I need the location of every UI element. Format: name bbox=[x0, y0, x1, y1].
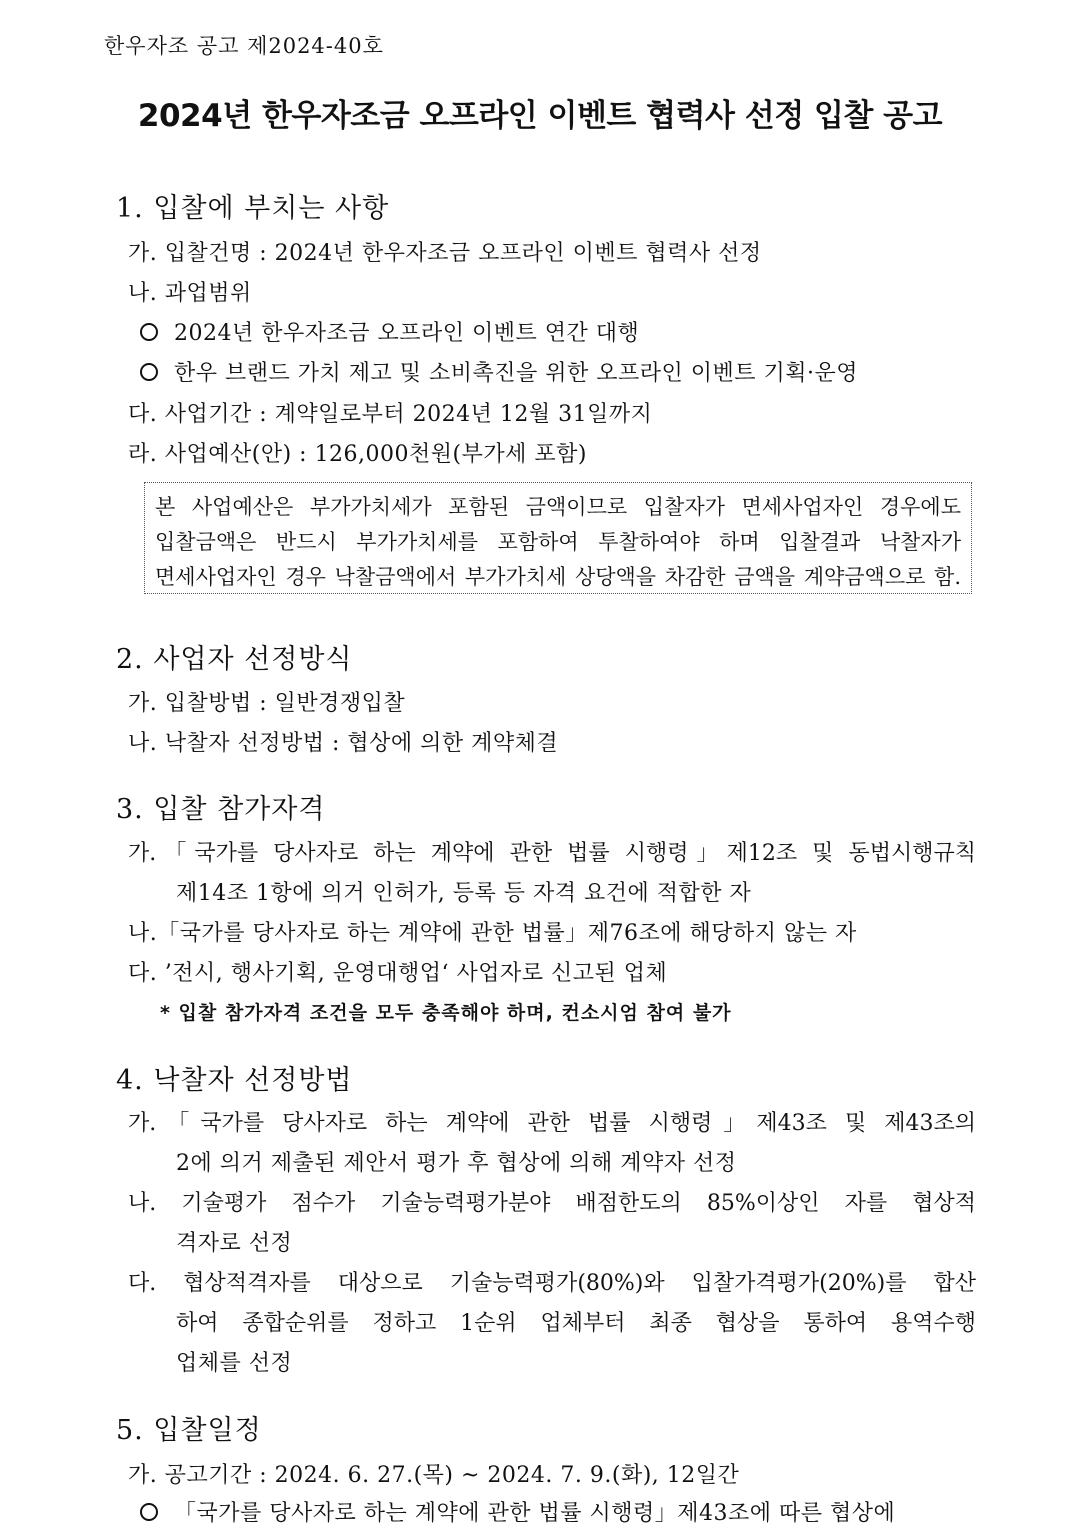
budget-note-line-2: 입찰금액은 반드시 부가가치세를 포함하여 투찰하여야 하며 입찰결과 낙찰자가 bbox=[155, 530, 961, 554]
scope-bullet-1 bbox=[140, 316, 639, 347]
section-2-heading: 2. 사업자 선정방식 bbox=[116, 644, 353, 675]
scope-bullet-1-text: 2024년 한우자조금 오프라인 이벤트 연간 대행 bbox=[174, 321, 640, 346]
section-5-bullet-1 bbox=[140, 1496, 895, 1527]
section-3-item-ga-line-2: 제14조 1항에 의거 인허가, 등록 등 자격 요건에 적합한 자 bbox=[176, 881, 752, 906]
section-3-heading: 3. 입찰 참가자격 bbox=[116, 794, 326, 825]
document-title: 2024년 한우자조금 오프라인 이벤트 협력사 선정 입찰 공고 bbox=[137, 98, 943, 134]
section-1-item-ga: 가. 입찰건명 : 2024년 한우자조금 오프라인 이벤트 협력사 선정 bbox=[128, 241, 762, 266]
participation-warning: * 입찰 참가자격 조건을 모두 충족해야 하며, 컨소시엄 참여 불가 bbox=[160, 1002, 732, 1024]
section-5-heading: 5. 입찰일정 bbox=[116, 1415, 262, 1446]
section-4-heading: 4. 낙찰자 선정방법 bbox=[116, 1065, 353, 1096]
section-4-item-ga-line-2: 2에 의거 제출된 제안서 평가 후 협상에 의해 계약자 선정 bbox=[176, 1151, 737, 1176]
section-4-item-da-line-2: 하여 종합순위를 정하고 1순위 업체부터 최종 협상을 통하여 용역수행 bbox=[176, 1311, 976, 1336]
budget-note-box bbox=[144, 482, 972, 594]
section-5-item-ga: 가. 공고기간 : 2024. 6. 27.(목) ~ 2024. 7. 9.(화), 12일간 bbox=[128, 1463, 740, 1488]
section-4-item-na-line-1: 나. 기술평가 점수가 기술능력평가분야 배점한도의 85%이상인 자를 협상적 bbox=[128, 1191, 976, 1216]
section-1-heading: 1. 입찰에 부치는 사항 bbox=[116, 193, 390, 224]
section-2-item-ga: 가. 입찰방법 : 일반경쟁입찰 bbox=[128, 691, 406, 716]
circle-bullet-icon bbox=[140, 1503, 158, 1521]
section-5-bullet-1-text: 「국가를 당사자로 하는 계약에 관한 법률 시행령」제43조에 따른 협상에 bbox=[174, 1501, 896, 1526]
section-3-item-na: 나.「국가를 당사자로 하는 계약에 관한 법률」제76조에 해당하지 않는 자 bbox=[128, 921, 857, 946]
section-1-item-da: 다. 사업기간 : 계약일로부터 2024년 12월 31일까지 bbox=[128, 402, 653, 427]
section-4-item-da-line-1: 다. 협상적격자를 대상으로 기술능력평가(80%)와 입찰가격평가(20%)를 합산 bbox=[128, 1271, 976, 1296]
section-4-item-ga-line-1: 가.「국가를 당사자로 하는 계약에 관한 법률 시행령」제43조 및 제43조의 bbox=[128, 1111, 976, 1136]
notice-number: 한우자조 공고 제2024-40호 bbox=[104, 34, 384, 58]
scope-bullet-2 bbox=[140, 356, 858, 387]
circle-bullet-icon bbox=[140, 363, 158, 381]
section-1-item-ra: 라. 사업예산(안) : 126,000천원(부가세 포함) bbox=[128, 442, 587, 467]
section-3-item-da: 다. ’전시, 행사기획, 운영대행업‘ 사업자로 신고된 업체 bbox=[128, 961, 668, 986]
scope-bullet-2-text: 한우 브랜드 가치 제고 및 소비촉진을 위한 오프라인 이벤트 기획·운영 bbox=[174, 361, 858, 386]
budget-note-line-1: 본 사업예산은 부가가치세가 포함된 금액이므로 입찰자가 면세사업자인 경우에도 bbox=[155, 495, 961, 519]
section-4-item-da-line-3: 업체를 선정 bbox=[176, 1351, 293, 1376]
circle-bullet-icon bbox=[140, 323, 158, 341]
budget-note-line-3: 면세사업자인 경우 낙찰금액에서 부가가치세 상당액을 차감한 금액을 계약금액으로 함. bbox=[155, 565, 961, 589]
section-2-item-na: 나. 낙찰자 선정방법 : 협상에 의한 계약체결 bbox=[128, 731, 559, 756]
section-3-item-ga-line-1: 가.「국가를 당사자로 하는 계약에 관한 법률 시행령」제12조 및 동법시행규칙 bbox=[128, 841, 976, 866]
section-4-item-na-line-2: 격자로 선정 bbox=[176, 1231, 293, 1256]
section-1-item-na: 나. 과업범위 bbox=[128, 281, 252, 306]
